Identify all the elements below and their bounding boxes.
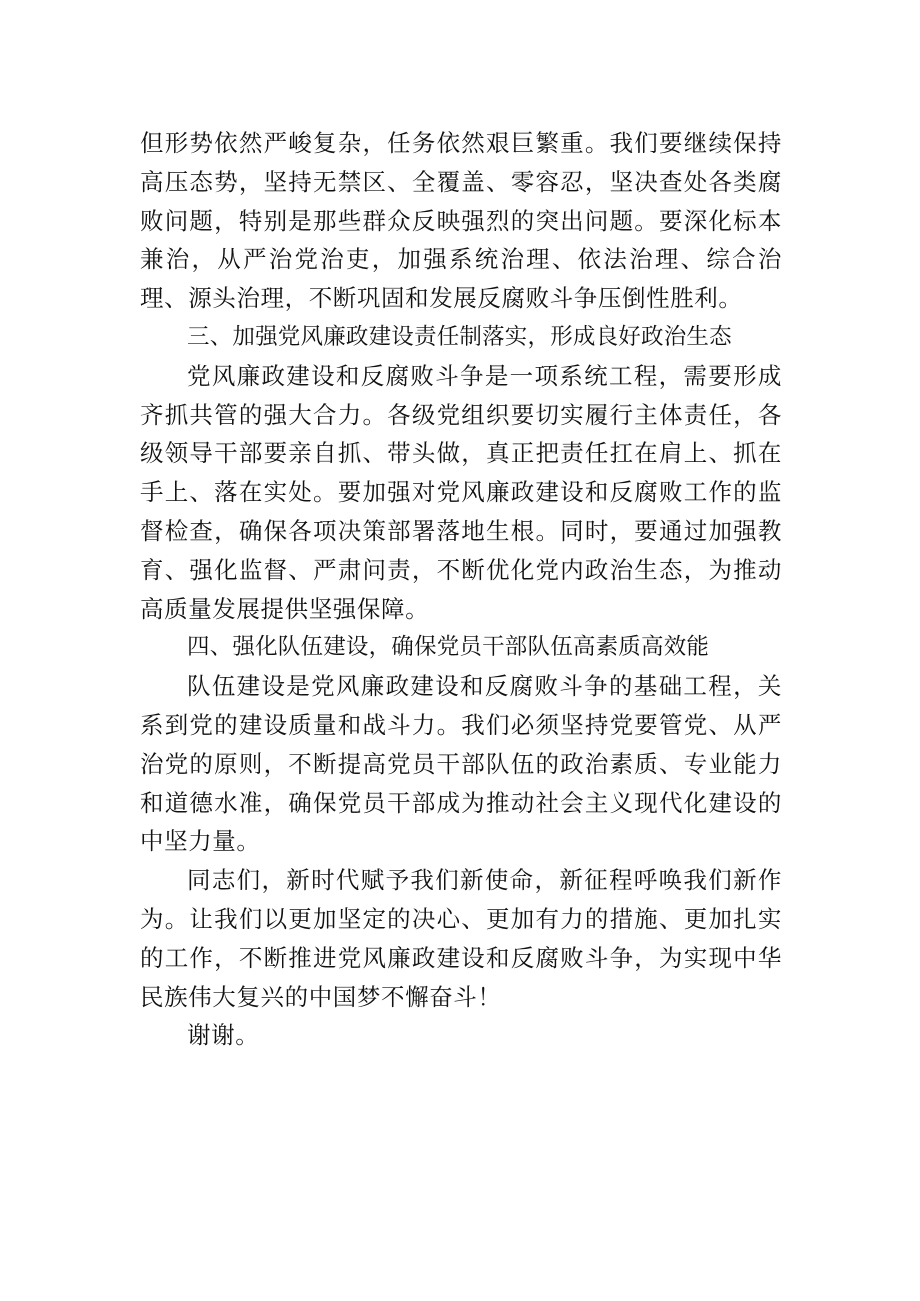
- body-paragraph-team-building: 队伍建设是党风廉政建设和反腐败斗争的基础工程，关系到党的建设质量和战斗力。我们必须坚持党要管党、从严治党的原则，不断提高党员干部队伍的政治素质、专业能力和道德水准，确保党员干部成为推动社会主义现代化建设的中坚力量。: [140, 672, 782, 856]
- body-paragraph-responsibility: 党风廉政建设和反腐败斗争是一项系统工程，需要形成齐抓共管的强大合力。各级党组织要切实履行主体责任，各级领导干部要亲自抓、带头做，真正把责任扛在肩上、抓在手上、落在实处。要加强对党风廉政建设和反腐败工作的监督检查，确保各项决策部署落地生根。同时，要通过加强教育、强化监督、严肃问责，不断优化党内政治生态，为推动高质量发展提供坚强保障。: [140, 361, 782, 623]
- section-heading-4: 四、强化队伍建设，确保党员干部队伍高素质高效能: [187, 634, 710, 661]
- body-paragraph-continued: 但形势依然严峻复杂，任务依然艰巨繁重。我们要继续保持高压态势，坚持无禁区、全覆盖、零容忍，坚决查处各类腐败问题，特别是那些群众反映强烈的突出问题。要深化标本兼治，从严治党治吏，加强系统治理、依法治理、综合治理、源头治理，不断巩固和发展反腐败斗争压倒性胜利。: [140, 129, 782, 313]
- body-paragraph-conclusion: 同志们，新时代赋予我们新使命，新征程呼唤我们新作为。让我们以更加坚定的决心、更加有力的措施、更加扎实的工作，不断推进党风廉政建设和反腐败斗争，为实现中华民族伟大复兴的中国梦不懈奋斗！: [140, 866, 782, 1011]
- section-heading-3: 三、加强党风廉政建设责任制落实，形成良好政治生态: [187, 323, 732, 350]
- document-page: [140, 124, 782, 1055]
- closing-thanks: 谢谢。: [187, 1021, 260, 1050]
